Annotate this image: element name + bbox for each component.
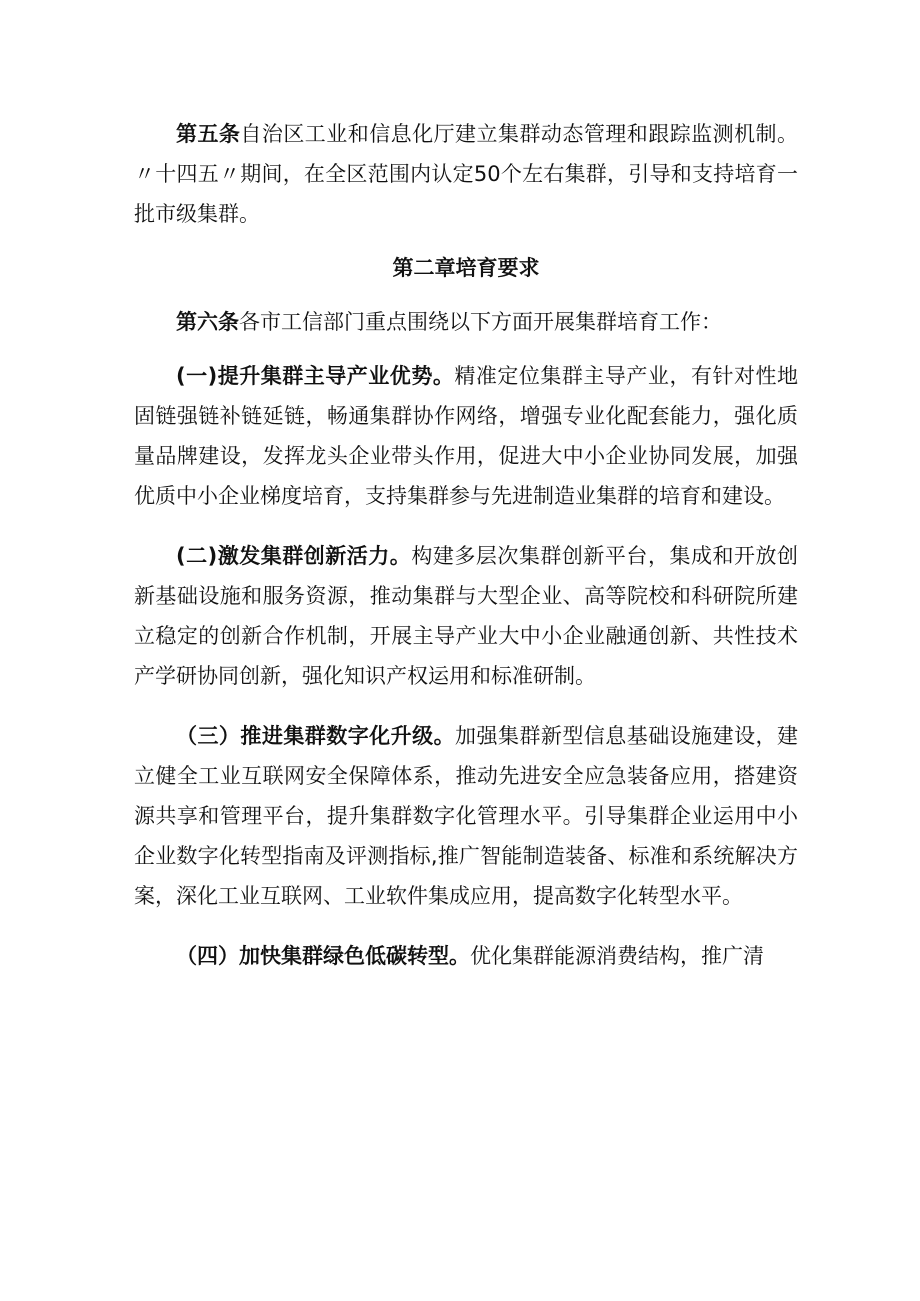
item-4-paragraph xyxy=(134,936,798,976)
article-5-paragraph xyxy=(134,114,798,234)
item-3-paragraph xyxy=(134,716,798,916)
item-2-paragraph xyxy=(134,536,798,696)
article-6-text: 各市工信部门重点围绕以下方面开展集群培育工作： xyxy=(239,310,722,334)
article-5-text: 自治区工业和信息化厅建立集群动态管理和跟踪监测机制。〃十四五〃期间，在全区范围内认定50个左右集群，引导和支持培育一批市级集群。 xyxy=(134,122,799,226)
item-2-text: 构建多层次集群创新平台，集成和开放创新基础设施和服务资源，推动集群与大型企业、高等院校和科研院所建立稳定的创新合作机制，开展主导产业大中小企业融通创新、共性技术产学研协同创新，强化知识产权运用和标准研制。 xyxy=(134,544,799,688)
item-3-label: （三）推进集群数字化升级。 xyxy=(176,724,456,748)
document-body xyxy=(134,114,798,976)
chapter-2-title: 第二章培育要求 xyxy=(392,256,540,280)
item-1-paragraph xyxy=(134,356,798,516)
item-1-label: (一)提升集群主导产业优势。 xyxy=(176,364,455,388)
item-4-label: （四）加快集群绿色低碳转型。 xyxy=(176,944,470,968)
item-3-text: 加强集群新型信息基础设施建设，建立健全工业互联网安全保障体系，推动先进安全应急装备应用，搭建资源共享和管理平台，提升集群数字化管理水平。引导集群企业运用中小企业数字化转型指南及评测指标,推广智能制造装备、标准和系统解决方案，深化工业互联网、工业软件集成应用，提高数字化转型水平。 xyxy=(134,724,799,908)
article-6-paragraph xyxy=(134,302,798,342)
item-1-text: 精准定位集群主导产业，有针对性地固链强链补链延链，畅通集群协作网络，增强专业化配套能力，强化质量品牌建设，发挥龙头企业带头作用，促进大中小企业协同发展，加强优质中小企业梯度培育，支持集群参与先进制造业集群的培育和建设。 xyxy=(134,364,798,508)
item-4-text: 优化集群能源消费结构，推广清 xyxy=(470,944,764,968)
item-2-label: (二)激发集群创新活力。 xyxy=(176,544,412,568)
article-5-label: 第五条 xyxy=(176,122,241,146)
article-6-label: 第六条 xyxy=(176,310,239,334)
